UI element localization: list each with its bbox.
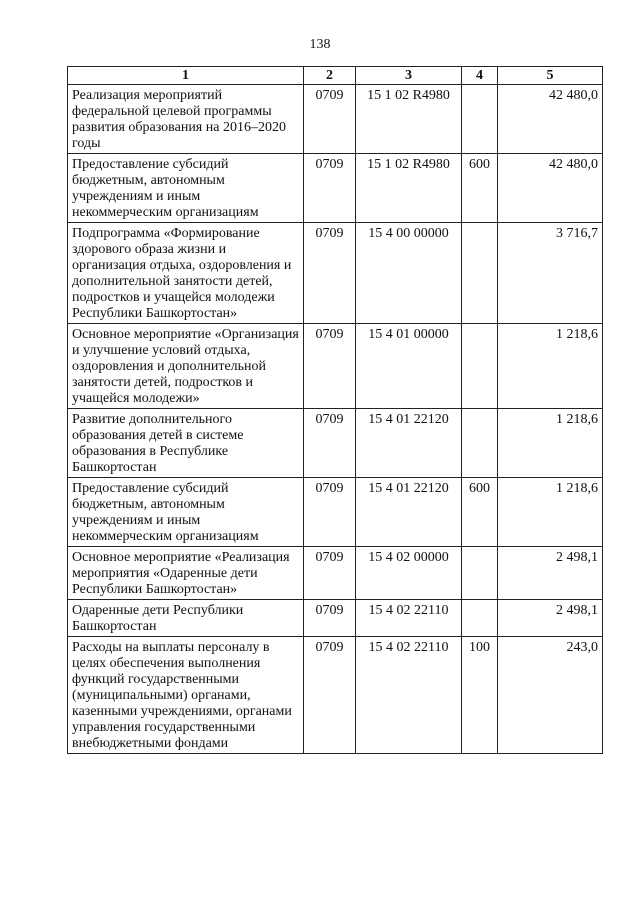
table-row [68, 600, 603, 637]
row-expense-type [462, 600, 498, 637]
row-expense-type: 600 [462, 478, 498, 547]
row-article: 15 4 02 22110 [356, 600, 462, 637]
row-article: 15 4 01 22120 [356, 409, 462, 478]
row-name: Расходы на выплаты персоналу в целях обеспечения выполнения функций государственными (муниципальными) органами, казенными учреждениями, органами управления государственными внебюджетными фондами [68, 637, 304, 754]
row-amount: 243,0 [498, 637, 603, 754]
row-name: Основное мероприятие «Реализация мероприятия «Одаренные дети Республики Башкортостан» [68, 547, 304, 600]
row-name: Основное мероприятие «Организация и улучшение условий отдыха, оздоровления и дополнительной занятости детей, подростков и учащейся молодежи» [68, 324, 304, 409]
row-section: 0709 [304, 409, 356, 478]
row-article: 15 1 02 R4980 [356, 85, 462, 154]
row-name: Реализация мероприятий федеральной целевой программы развития образования на 2016–2020 годы [68, 85, 304, 154]
row-section: 0709 [304, 85, 356, 154]
row-section: 0709 [304, 324, 356, 409]
table-row [68, 478, 603, 547]
page-number: 138 [309, 37, 331, 52]
row-article: 15 4 01 22120 [356, 478, 462, 547]
table-row [68, 324, 603, 409]
table-row [68, 637, 603, 754]
row-amount: 2 498,1 [498, 600, 603, 637]
row-expense-type [462, 85, 498, 154]
row-amount: 42 480,0 [498, 154, 603, 223]
row-section: 0709 [304, 637, 356, 754]
row-article: 15 1 02 R4980 [356, 154, 462, 223]
row-section: 0709 [304, 600, 356, 637]
table-header-row [68, 67, 603, 85]
row-expense-type [462, 223, 498, 324]
row-amount: 42 480,0 [498, 85, 603, 154]
row-article: 15 4 02 00000 [356, 547, 462, 600]
row-name: Одаренные дети Республики Башкортостан [68, 600, 304, 637]
row-name: Предоставление субсидий бюджетным, автономным учреждениям и иным некоммерческим организациям [68, 154, 304, 223]
table-row [68, 547, 603, 600]
row-section: 0709 [304, 478, 356, 547]
column-header-amount: 5 [498, 67, 603, 85]
row-section: 0709 [304, 547, 356, 600]
row-name: Развитие дополнительного образования детей в системе образования в Республике Башкортостан [68, 409, 304, 478]
row-section: 0709 [304, 154, 356, 223]
row-name: Предоставление субсидий бюджетным, автономным учреждениям и иным некоммерческим организациям [68, 478, 304, 547]
row-article: 15 4 00 00000 [356, 223, 462, 324]
column-header-expense-type: 4 [462, 67, 498, 85]
row-section: 0709 [304, 223, 356, 324]
table-row [68, 85, 603, 154]
row-expense-type [462, 409, 498, 478]
column-header-section: 2 [304, 67, 356, 85]
row-article: 15 4 02 22110 [356, 637, 462, 754]
row-expense-type: 600 [462, 154, 498, 223]
budget-table [67, 66, 603, 754]
row-expense-type [462, 324, 498, 409]
row-amount: 1 218,6 [498, 324, 603, 409]
row-amount: 2 498,1 [498, 547, 603, 600]
row-article: 15 4 01 00000 [356, 324, 462, 409]
column-header-name: 1 [68, 67, 304, 85]
row-amount: 1 218,6 [498, 478, 603, 547]
row-amount: 3 716,7 [498, 223, 603, 324]
row-amount: 1 218,6 [498, 409, 603, 478]
row-name: Подпрограмма «Формирование здорового образа жизни и организация отдыха, оздоровления и дополнительной занятости детей, подростков и учащейся молодежи Республики Башкортостан» [68, 223, 304, 324]
row-expense-type [462, 547, 498, 600]
column-header-article: 3 [356, 67, 462, 85]
row-expense-type: 100 [462, 637, 498, 754]
table-row [68, 409, 603, 478]
table-row [68, 223, 603, 324]
table-row [68, 154, 603, 223]
